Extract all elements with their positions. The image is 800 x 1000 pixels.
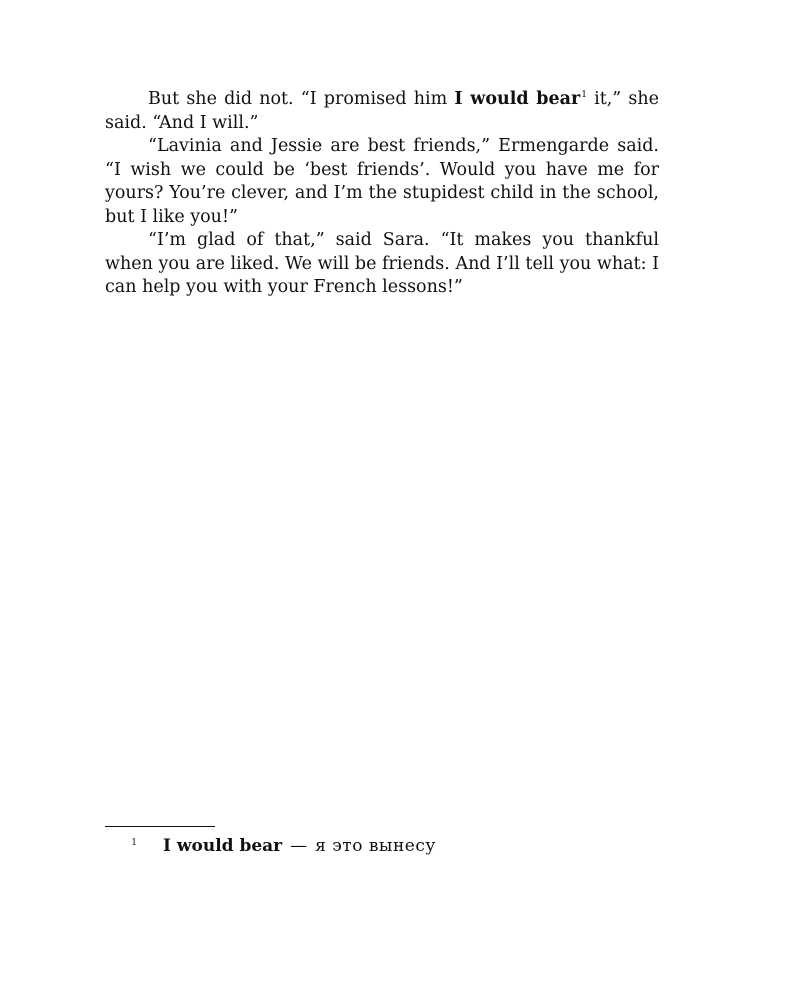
paragraph-1-lead: But she did not. “I promised him: [148, 89, 455, 109]
paragraph-1-tail: it,” she said. “And I will.”: [105, 89, 659, 133]
footnote-divider: [105, 826, 215, 827]
footnote-term: I would bear: [163, 836, 283, 856]
footnote: [105, 832, 665, 858]
footnote-number: 1: [131, 838, 137, 848]
footnote-dash: —: [290, 836, 308, 856]
paragraph-2: “Lavinia and Jessie are best friends,” Ermengarde said. “I wish we could be ‘best friends’. Would you have me for yours? You’re clever, and I’m the stupidest child in the school, but I like you!”: [105, 136, 659, 227]
story-text: [105, 88, 659, 300]
footnote-reference[interactable]: 1: [581, 90, 587, 100]
paragraph-1: [105, 88, 659, 135]
paragraph-3: “I’m glad of that,” said Sara. “It makes you thankful when you are liked. We will be friends. And I’ll tell you what: I can help you with your French lessons!”: [105, 230, 659, 297]
glossed-phrase: I would bear: [454, 89, 581, 109]
footnote-translation: я это вынесу: [315, 836, 436, 856]
